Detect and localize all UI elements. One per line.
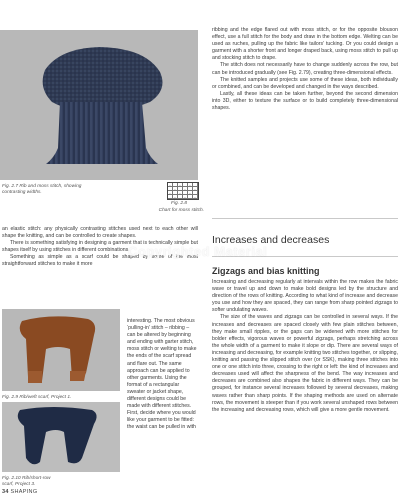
copyright-watermark: Copyrighted Material <box>128 244 268 259</box>
paragraph: an elastic stitch: any physically contrasting stitches used next to each other will shape the knitting, and can be controlled to create shapes. <box>2 226 198 240</box>
subsection-heading: Zigzags and bias knitting <box>212 266 320 276</box>
chart-cell: – <box>193 187 198 191</box>
caption-fig-2-8-number: Fig. 2.8 <box>171 201 187 206</box>
knit-swatch-illustration <box>0 30 198 180</box>
paragraph: ribbing and the edge flared out with moss stitch, or for the opposite blouson effect, use a full stitch for the body and draw in the bottom edge. Welting can be used as ruches, pulling up the fabric like tailors’ tucking. Or you could design a garment with a shorter front and longer draped back, using moss stitch to pull up and stocking stitch to drape. <box>212 27 398 62</box>
paragraph: interesting. The most obvious ‘pulling-in’ stitch – ribbing – can be altered by beginning and ending with garter stitch, moss stitch or welting to make the ends of the scarf spread and flare out. The same approach can be applied to other garments. Using the format of a rectangular sweater or jacket shape, different designs could be made with different stitches. First, decide where you would like your garment to be fitted: the waist can be pulled in with <box>127 318 197 431</box>
caption-fig-2-7: Fig. 2.7 Rib and moss stitch, showing contrasting widths. <box>2 184 82 195</box>
photo-rib-weft-scarf <box>2 309 120 391</box>
chart-cell: – <box>168 183 173 187</box>
caption-fig-2-9: Fig. 2.9 Rib/weft scarf, Project 1. <box>2 395 72 400</box>
paragraph: Increasing and decreasing regularly at intervals within the row makes the fabric wave or travel up and down to make bold designs led by the structure and direction of the rows of knitting. According to what kind of increase and decrease you use and how they are spaced, they can range from sharp pointed zigzags to softer undulating waves. <box>212 279 398 314</box>
page-number: 34 <box>2 489 9 495</box>
chart-cell: – <box>173 187 178 191</box>
paragraph: Something as simple as a scarf could be shaped by some of the most straightforward stitches to make it more <box>2 254 198 268</box>
page-footer <box>2 489 37 495</box>
moss-stitch-chart <box>167 182 199 200</box>
paragraph: The knitted samples and projects use some of these ideas, both individually or combined, and can be developed and changed in the ways described. <box>212 76 398 90</box>
caption-fig-2-10: Fig. 2.10 Rib/short-row scarf, Project 3. <box>2 476 51 487</box>
chart-cell: – <box>193 195 198 199</box>
photo-rib-short-row-scarf <box>2 402 120 472</box>
photo-rib-moss-swatch <box>0 30 198 180</box>
section-heading: Increases and decreases <box>212 234 330 246</box>
rust-scarf-illustration <box>2 309 120 391</box>
navy-scarf-illustration <box>2 402 120 472</box>
chart-cell: – <box>183 187 188 191</box>
caption-fig-2-8: Chart for moss stitch. <box>158 208 204 213</box>
paragraph: Lastly, all these ideas can be taken further, beyond the second dimension into 3D, either to texture the surface or to build completely three-dimensional shapes. <box>212 90 398 112</box>
heading-rule-top <box>212 218 398 219</box>
chart-cell: – <box>168 191 173 195</box>
zigzag-section-text <box>212 279 398 414</box>
chart-cell: – <box>178 183 183 187</box>
section-name: SHAPING <box>10 489 38 495</box>
paragraph: The size of the waves and zigzags can be controlled in several ways. If the increases and decreases are spaced closely with few plain stitches between, they make small ripples, or the gaps can be widened with more stitches for bolder effects, vigorous waves or powerful zigzags, perhaps stretching across the whole width of a garment to make it slope or dip. There are several ways of increasing and decreasing, for example knitting two stitches together, or slipping, knitting and passing the slipped stitch over (or SSK), making three stitches into one or one stitch into three, crossing to the right or left: the kind of increases and decreases used will affect the sharpness of the bend. The way increases and decreases are combined also shapes the fabric in different ways. They can be grouped, for instance several increases followed by several decreases, making waves rather than sharp points. If the shaping methods are used on alternate rows, the movement is steeper than if you work several unshaped rows between the increasing and decreasing rows, which will give a more gentle movement. <box>212 314 398 413</box>
chart-cell: – <box>188 191 193 195</box>
paragraph: The stitch does not necessarily have to change suddenly across the row, but can be introduced gradually (see Fig. 2.79), creating three-dimensional effects. <box>212 62 398 76</box>
chart-cell: – <box>183 195 188 199</box>
paragraph: There is something satisfying in designing a garment that is technically simple but shapes itself by using stitches in different combinations. <box>2 240 198 254</box>
left-column-continued <box>127 318 198 432</box>
chart-cell: – <box>173 195 178 199</box>
chart-cell: – <box>178 191 183 195</box>
right-column-intro <box>212 27 398 112</box>
chart-cell: – <box>188 183 193 187</box>
